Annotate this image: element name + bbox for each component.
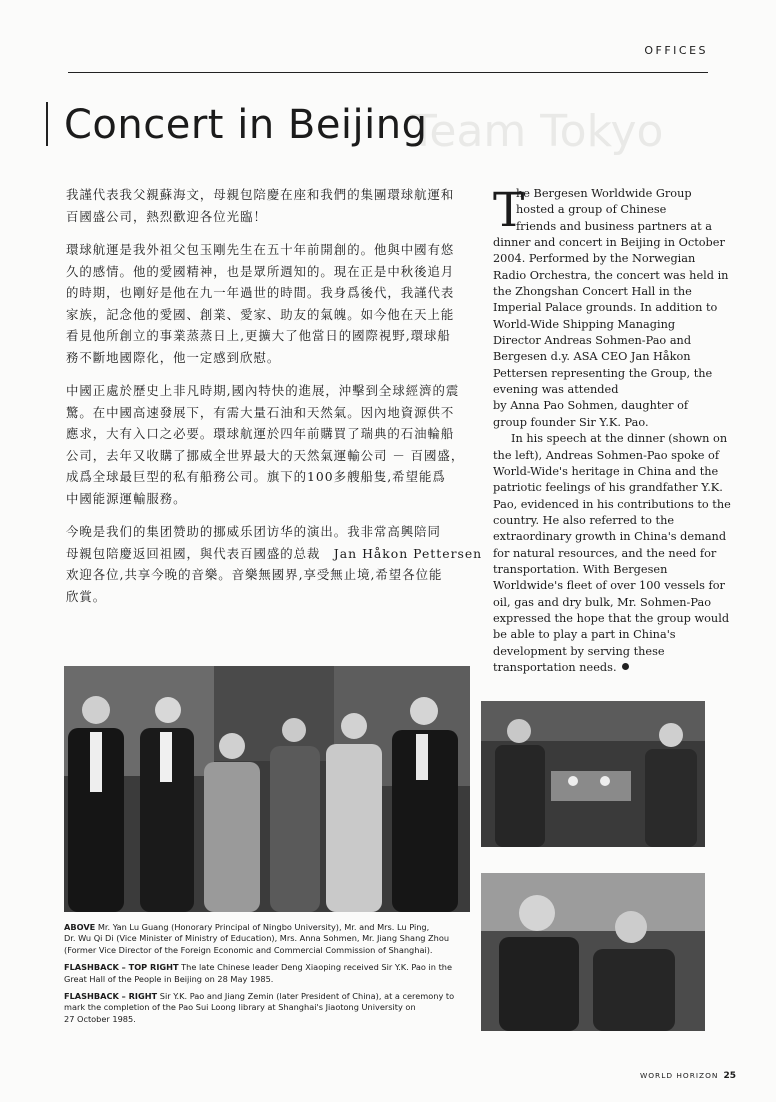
english-text: [493, 183, 731, 676]
text-line: 應求，大有入口之必要。環球航運於四年前購買了瑞典的石油輪船: [66, 426, 455, 441]
text-line: friends and business partners at a: [516, 219, 712, 233]
text-line: patriotic feelings of his grandfather Y.K.: [493, 481, 723, 495]
text-line: Imperial Palace grounds. In addition to: [493, 301, 718, 315]
text-line: development by serving these: [493, 644, 665, 658]
caption-line: [64, 922, 464, 933]
text-line: Pettersen representing the Group, the: [493, 366, 713, 380]
english-paragraph: [493, 183, 729, 431]
text-line: the left), Andreas Sohmen-Pao spoke of: [493, 448, 720, 462]
text-line: Worldwide's fleet of over 100 vessels for: [493, 579, 725, 593]
text-line: the Zhongshan Concert Hall in the: [493, 285, 692, 299]
text-line: he Bergesen Worldwide Group: [516, 187, 692, 200]
chinese-text: [66, 184, 483, 619]
text-line: 務不斷地國際化，他一定感到欣慰。: [66, 349, 281, 365]
caption-line: Great Hall of the People in Beijing on 28 May 1985.: [64, 973, 274, 984]
caption-line: [64, 991, 464, 1002]
caption-label: FLASHBACK – RIGHT: [64, 991, 158, 1002]
text-line: Director Andreas Sohmen-Pao and: [493, 334, 692, 348]
section-label: OFFICES: [644, 44, 708, 57]
text-line: 環球航運是我外祖父包玉剛先生在五十年前開創的。他與中國有悠: [66, 242, 455, 257]
text-line: 母親包陪慶返回祖國，與代表百國盛的总裁 Jan Håkon Pettersen: [66, 545, 483, 561]
page-number: 25: [723, 1071, 736, 1081]
caption-text: Sir Y.K. Pao and Jiang Zemin (later President of China), at a ceremony to: [159, 991, 455, 1002]
caption-label: FLASHBACK – TOP RIGHT: [64, 962, 179, 973]
text-line: Pao, evidenced in his contributions to the: [493, 497, 731, 511]
text-line: 中國能源運輸服務。: [66, 490, 187, 506]
text-line: World-Wide's heritage in China and the: [493, 464, 719, 478]
caption-text: Mr. Yan Lu Guang (Honorary Principal of Ningbo University), Mr. and Mrs. Lu Ping,: [97, 922, 430, 932]
text-line: 的時期，也剛好是他在九一年過世的時間。我身爲後代，我謹代表: [66, 285, 455, 300]
text-line: oil, gas and dry bulk, Mr. Sohmen-Pao: [493, 595, 711, 609]
text-line: 成爲全球最巨型的私有船務公司。旗下的100多艘船隻,希望能爲: [66, 469, 446, 484]
caption-above: [64, 922, 464, 956]
english-paragraph: [493, 431, 731, 676]
text-line: transportation. With Bergesen: [493, 562, 668, 576]
publication-name: WORLD HORIZON: [639, 1071, 719, 1080]
text-line: dinner and concert in Beijing in October: [493, 236, 725, 250]
caption-line: Dr. Wu Qi Di (Vice Minister of Ministry of Education), Mrs. Anna Sohmen, Mr. Jiang Shang Zhou: [64, 933, 450, 944]
caption-line: 27 October 1985.: [64, 1013, 136, 1024]
text-line: by Anna Pao Sohmen, daughter of: [493, 399, 689, 413]
text-line: 驚。在中國高速發展下，有需大量石油和天然氣。因內地資源供不: [66, 404, 455, 420]
flashback-right-illustration: [481, 873, 705, 1031]
text-line: 今晚是我们的集团赞助的挪威乐团访华的演出。我非常高興陪同: [66, 524, 441, 539]
caption-label: ABOVE: [64, 922, 96, 932]
background-title: Team Tokyo: [410, 106, 664, 157]
text-line: 欢迎各位,共享今晚的音樂。音樂無國界,享受無止境,希望各位能: [66, 567, 443, 582]
header-rule: [68, 72, 708, 73]
chinese-paragraph: [66, 521, 483, 607]
chinese-paragraph: [66, 184, 474, 227]
text-line: 家族，記念他的愛國、創業、愛家、助友的氣魄。如今他在天上能: [66, 306, 455, 322]
text-line: country. He also referred to the: [493, 513, 675, 527]
text-line: 2004. Performed by the Norwegian: [493, 252, 696, 266]
chinese-paragraph: [66, 239, 474, 368]
caption-line: mark the completion of the Pao Sui Loong library at Shanghai's Jiaotong University on: [64, 1002, 416, 1013]
chinese-paragraph: [66, 380, 474, 509]
text-line: expressed the hope that the group would: [493, 611, 730, 625]
text-fragment: transportation needs.: [493, 660, 617, 674]
text-line: evening was attended: [493, 383, 619, 397]
text-line: extraordinary growth in China's demand: [493, 530, 727, 544]
caption-line: [64, 962, 464, 973]
photo-captions: [64, 922, 464, 1031]
caption-line: (Former Vice Director of the Foreign Economic and Commercial Commission of Shanghai).: [64, 944, 433, 955]
text-line: 久的感情。他的愛國精神，也是眾所週知的。現在正是中秋後追月: [66, 263, 455, 279]
text-line: 我謹代表我父親蘇海文，母親包陪慶在座和我們的集團環球航運和: [66, 187, 455, 202]
text-line: 看見他所創立的事業蒸蒸日上,更擴大了他當日的國際視野,環球船: [66, 328, 451, 343]
flashback-top-photo: [481, 701, 705, 847]
title-accent-bar: [46, 102, 48, 146]
text-line: World-Wide Shipping Managing: [493, 317, 676, 331]
text-line: be able to play a part in China's: [493, 628, 676, 642]
text-line: [493, 660, 715, 676]
text-line: 中國正處於歷史上非凡時期,國內特快的進展，沖擊到全球經濟的震: [66, 383, 460, 398]
caption-flashback-right: [64, 991, 464, 1025]
drop-cap: T: [493, 183, 525, 238]
text-line: Bergesen d.y. ASA CEO Jan Håkon: [493, 350, 691, 364]
text-line: In his speech at the dinner (shown on: [511, 432, 728, 446]
caption-text: The late Chinese leader Deng Xiaoping received Sir Y.K. Pao in the: [181, 962, 453, 973]
text-line: Radio Orchestra, the concert was held in: [493, 268, 729, 282]
text-line: 欣賞。: [66, 588, 107, 604]
text-line: for natural resources, and the need for: [493, 546, 717, 560]
text-line: hosted a group of Chinese: [516, 203, 667, 217]
text-line: 公司，去年又收購了挪威全世界最大的天然氣運輸公司 － 百國盛，: [66, 447, 465, 463]
article-title: Concert in Beijing: [64, 102, 428, 148]
page-footer: [640, 1071, 736, 1081]
group-photo-illustration: [64, 666, 470, 912]
text-line: 百國盛公司，熱烈歡迎各位光臨！: [66, 208, 267, 224]
text-line: group founder Sir Y.K. Pao.: [493, 415, 649, 429]
group-photo: [64, 666, 470, 912]
flashback-right-photo: [481, 873, 705, 1031]
flashback-top-illustration: [481, 701, 705, 847]
caption-flashback-top-right: [64, 962, 464, 985]
end-mark: [622, 663, 629, 670]
